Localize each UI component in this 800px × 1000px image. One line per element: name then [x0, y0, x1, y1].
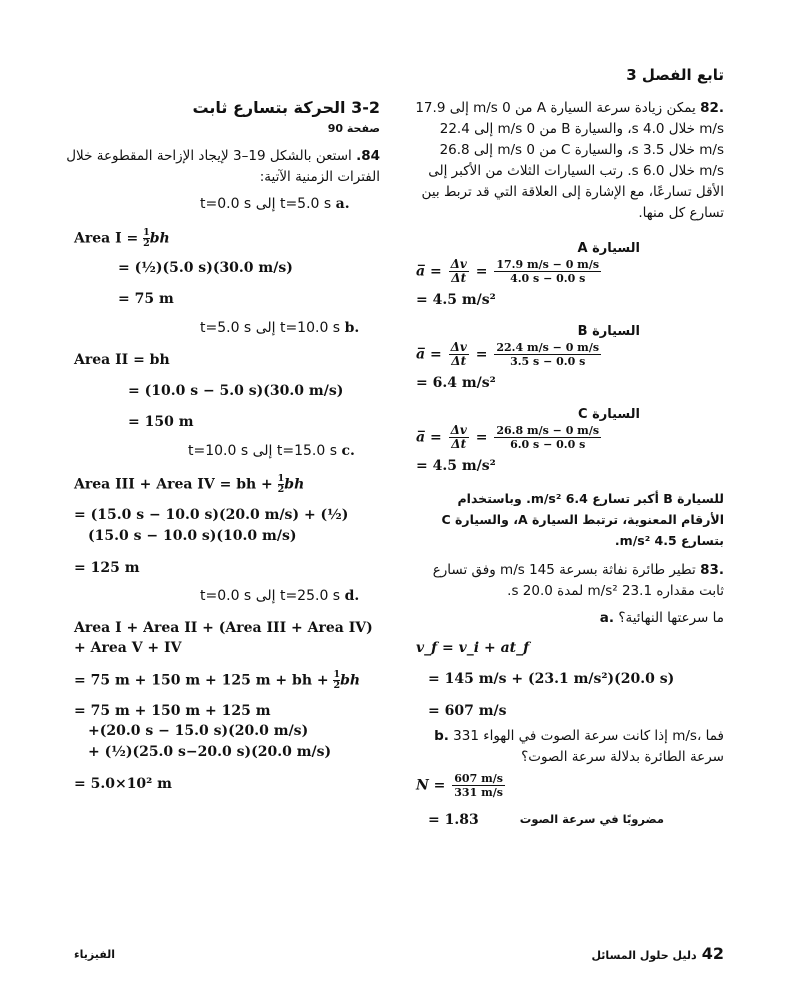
- page-ref: صفحة 90: [327, 122, 380, 135]
- problem-82-statement: يمكن زيادة سرعة السيارة A من 0 m/s إلى 17.9 m/s خلال 4.0 s، والسيارة B من 0 m/s إلى 22.4 m/s خلال 3.5 s، والسيارة C من 0 m/s إلى 26.8 m/s خلال 6.0 s. رتب السيارات الثلاث من الأكبر إلى الأقل تسارعًا، مع الإشارة إلى العلاقة التي قد تربط بين تسارع كل منها.: [415, 100, 724, 221]
- part-d-eq3-tail: bh: [340, 672, 361, 689]
- problem-83-a-text: ما سرعتها النهائية؟: [618, 610, 724, 626]
- half-fraction: $\frac{1}{2}$: [277, 473, 285, 495]
- problem-83-b-num: 607 m/s: [454, 772, 503, 785]
- problem-83-a-eq1: v_f = v_i + at_f: [416, 640, 530, 656]
- problem-82-text: [414, 98, 724, 224]
- part-b-label: b.: [344, 320, 360, 336]
- half-fraction: $\frac{1}{2}$: [143, 227, 150, 249]
- problem-83-a-eq3: = 607 m/s: [428, 703, 507, 719]
- car-b-result: = 6.4 m/s²: [416, 375, 496, 391]
- part-d-line7: = 5.0×10² m: [74, 776, 172, 792]
- car-b-label: السيارة B: [577, 324, 640, 339]
- car-a-den: 4.0 s − 0.0 s: [510, 272, 586, 285]
- part-c-eq1: Area III + Area IV = bh +: [74, 476, 278, 493]
- part-c-range-text: t=10.0 s إلى t=15.0 s: [188, 443, 338, 459]
- problem-82-conclusion: للسيارة B أكبر تسارع 6.4 m/s². وباستخدام الأرقام المعنوية، ترتبط السيارة A، والسيارة C بتسارع 4.5 m/s².: [441, 491, 724, 548]
- problem-83-b-eq: [416, 772, 507, 799]
- car-c-den: 6.0 s − 0.0 s: [510, 438, 586, 451]
- car-c-label: السيارة C: [578, 407, 640, 422]
- part-b-line1: Area II = bh: [74, 352, 170, 368]
- problem-82-number: .82: [700, 100, 724, 116]
- problem-83-b-note: مضروبًا في سرعة الصوت: [519, 812, 664, 826]
- problem-83-b-den: 331 m/s: [454, 786, 503, 799]
- problem-84-text: [50, 146, 380, 188]
- part-c-line1: [74, 474, 304, 495]
- part-b-line3: = 150 m: [128, 414, 194, 430]
- part-a-line2: = (½)(5.0 s)(30.0 m/s): [118, 260, 293, 276]
- page-number: 42: [701, 944, 724, 963]
- part-a-range-text: t=0.0 s إلى t=5.0 s: [200, 196, 332, 212]
- part-a-line1: [74, 228, 170, 249]
- part-b-range: [200, 320, 359, 336]
- problem-83-statement: تطير طائرة نفاثة بسرعة 145 m/s وفق تسارع ثابت مقداره 23.1 m/s² لمدة 20.0 s.: [432, 562, 724, 599]
- car-a-eq: a̅ = $\frac{\Delta v}{\Delta t}$ = $\frac{17.9 m/s - 0 m/s}{4.0 s - 0.0 s}$: [416, 257, 600, 285]
- problem-84-statement: استعن بالشكل 19–3 لإيجاد الإزاحة المقطوعة خلال الفترات الزمنية الآتية:: [66, 148, 380, 185]
- section-title: 3-2 الحركة بتسارع ثابت: [192, 98, 380, 117]
- car-a-num: 17.9 m/s − 0 m/s: [496, 258, 600, 271]
- problem-83-number: .83: [700, 562, 724, 578]
- book-title: دليل حلول المسائل: [591, 949, 697, 962]
- car-c-eq: a̅ = $\frac{\Delta v}{\Delta t}$ = $\frac{26.8 m/s - 0 m/s}{6.0 s - 0.0 s}$: [416, 423, 600, 451]
- problem-83-b-text: إذا كانت سرعة الصوت في الهواء 331 m/s، فما سرعة الطائرة بدلالة سرعة الصوت؟: [453, 728, 724, 765]
- car-a-label: السيارة A: [577, 241, 640, 256]
- problem-83-a-eq2: = 145 m/s + (23.1 m/s²)(20.0 s): [428, 671, 675, 687]
- part-d-line2: + Area V + IV: [74, 640, 182, 656]
- part-c-line2: = (15.0 s − 10.0 s)(20.0 m/s) + (½): [74, 507, 349, 523]
- part-c-label: c.: [341, 443, 355, 459]
- part-a-eq1-tail: bh: [149, 230, 170, 247]
- part-d-range-text: t=0.0 s إلى t=25.0 s: [200, 588, 341, 604]
- part-c-line4: = 125 m: [74, 560, 140, 576]
- part-b-range-text: t=5.0 s إلى t=10.0 s: [200, 320, 341, 336]
- part-a-label: a.: [335, 196, 350, 212]
- car-b-den: 3.5 s − 0.0 s: [510, 355, 586, 368]
- car-a-result: = 4.5 m/s²: [416, 292, 496, 308]
- problem-83-b-question: [414, 726, 724, 768]
- car-b-eq: a̅ = $\frac{\Delta v}{\Delta t}$ = $\frac{22.4 m/s - 0 m/s}{3.5 s - 0.0 s}$: [416, 340, 600, 368]
- problem-83-b-result: = 1.83: [428, 812, 479, 828]
- part-c-line3: (15.0 s − 10.0 s)(10.0 m/s): [88, 528, 297, 544]
- part-d-range: [200, 588, 359, 604]
- part-d-label: d.: [344, 588, 360, 604]
- car-b-fraction: [494, 341, 601, 368]
- problem-83-b-lhs: N =: [416, 777, 446, 794]
- part-a-range: [200, 196, 350, 212]
- problem-84-number: 84.: [356, 148, 380, 164]
- part-c-eq1-tail: bh: [284, 476, 305, 493]
- part-d-line6: + (½)(25.0 s−20.0 s)(20.0 m/s): [88, 744, 332, 760]
- part-a-line3: = 75 m: [118, 291, 174, 307]
- problem-83-a-label: a.: [599, 610, 615, 626]
- part-d-line3: [74, 670, 360, 691]
- problem-83-b-label: b.: [434, 728, 449, 744]
- part-b-line2: = (10.0 s − 5.0 s)(30.0 m/s): [128, 383, 344, 399]
- problem-83-text: [414, 560, 724, 602]
- chapter-header: تابع الفصل 3: [626, 66, 724, 84]
- car-c-fraction: [494, 424, 601, 451]
- problem-83-a-question: [414, 608, 724, 629]
- footer-right: [591, 944, 724, 963]
- car-c-num: 26.8 m/s − 0 m/s: [496, 424, 600, 437]
- part-d-line1: Area I + Area II + (Area III + Area IV): [74, 620, 373, 636]
- part-a-eq1: Area I =: [74, 230, 144, 247]
- car-a-fraction: [494, 258, 601, 285]
- half-fraction: $\frac{1}{2}$: [333, 669, 341, 691]
- part-d-line4: = 75 m + 150 m + 125 m: [74, 703, 271, 719]
- part-c-range: [188, 443, 355, 459]
- part-d-eq3: = 75 m + 150 m + 125 m + bh +: [74, 672, 334, 689]
- footer-subject: الفيزياء: [74, 948, 116, 961]
- part-d-line5: +(20.0 s − 15.0 s)(20.0 m/s): [88, 723, 309, 739]
- car-c-result: = 4.5 m/s²: [416, 458, 496, 474]
- car-b-num: 22.4 m/s − 0 m/s: [496, 341, 600, 354]
- problem-83-b-fraction: [452, 772, 505, 799]
